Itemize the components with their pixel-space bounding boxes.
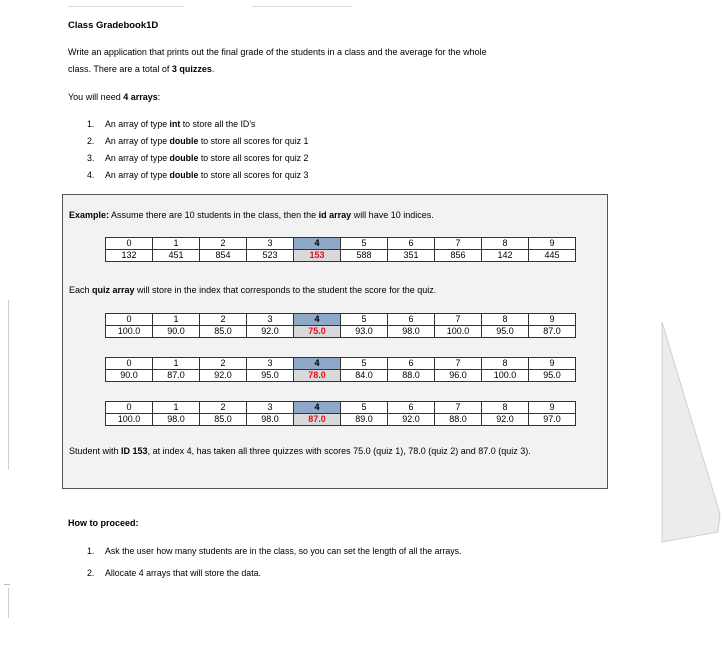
how-to-proceed-heading: How to proceed:	[68, 518, 139, 528]
list-item	[68, 543, 461, 565]
list-type: int	[169, 119, 181, 129]
array-value-cell: 92.0	[200, 370, 247, 382]
step-text: Ask the user how many students are in the class, so you can set the length of all the arrays.	[105, 546, 462, 556]
array-value-cell: 84.0	[341, 370, 388, 382]
note-post: , at index 4, has taken all three quizzes with scores 75.0 (quiz 1), 78.0 (quiz 2) and 87.0 (quiz 3).	[147, 446, 531, 456]
array-index-cell: 8	[482, 358, 529, 370]
array-index-cell: 6	[388, 402, 435, 414]
example-note	[69, 445, 589, 458]
page-curl-shape	[662, 322, 720, 542]
list-type: double	[169, 170, 199, 180]
array-index-cell: 3	[247, 238, 294, 250]
array-value-cell: 95.0	[247, 370, 294, 382]
proceed-steps-list	[68, 543, 461, 582]
array-index-cell: 0	[106, 358, 153, 370]
need-arrays-text	[68, 89, 160, 106]
array-index-cell: 1	[153, 238, 200, 250]
array-value-cell: 78.0	[294, 370, 341, 382]
value-row	[106, 250, 576, 262]
list-number: 1.	[87, 119, 95, 129]
note-bold: ID 153	[121, 446, 148, 456]
id-array-table	[105, 237, 576, 262]
array-value-cell: 856	[435, 250, 482, 262]
quiz1-array-table	[105, 313, 576, 338]
array-index-cell: 5	[341, 238, 388, 250]
array-value-cell: 88.0	[388, 370, 435, 382]
array-value-cell: 87.0	[294, 414, 341, 426]
list-text: An array of type	[105, 119, 170, 129]
list-text: to store all scores for quiz 1	[198, 136, 309, 146]
index-row	[106, 314, 576, 326]
list-item	[68, 167, 308, 184]
array-index-cell: 5	[341, 402, 388, 414]
array-index-cell: 7	[435, 238, 482, 250]
example-text-end: will have 10 indices.	[351, 210, 434, 220]
page-curl-shadow	[660, 318, 722, 544]
need-pre: You will need	[68, 92, 124, 102]
array-index-cell: 7	[435, 358, 482, 370]
index-row	[106, 358, 576, 370]
array-value-cell: 90.0	[106, 370, 153, 382]
array-index-cell: 1	[153, 358, 200, 370]
array-index-cell: 0	[106, 238, 153, 250]
array-value-cell: 95.0	[529, 370, 576, 382]
array-index-cell: 3	[247, 402, 294, 414]
array-index-cell: 8	[482, 314, 529, 326]
array-value-cell: 100.0	[482, 370, 529, 382]
intro-bold: 3 quizzes	[171, 64, 212, 74]
list-number: 2.	[87, 136, 95, 146]
array-value-cell: 100.0	[435, 326, 482, 338]
array-index-cell: 9	[529, 402, 576, 414]
array-index-cell: 2	[200, 238, 247, 250]
array-index-cell: 1	[153, 314, 200, 326]
array-value-cell: 75.0	[294, 326, 341, 338]
array-value-cell: 95.0	[482, 326, 529, 338]
array-index-cell: 9	[529, 238, 576, 250]
left-margin-rule	[8, 300, 9, 470]
intro-text: class. There are a total of	[68, 64, 172, 74]
quiz2-array-table	[105, 357, 576, 382]
array-value-cell: 93.0	[341, 326, 388, 338]
list-text: An array of type	[105, 136, 170, 146]
index-row	[106, 238, 576, 250]
array-index-cell: 6	[388, 238, 435, 250]
array-index-cell: 0	[106, 402, 153, 414]
array-value-cell: 89.0	[341, 414, 388, 426]
need-bold: 4 arrays	[123, 92, 158, 102]
list-item	[68, 133, 308, 150]
quiz-desc-bold: quiz array	[92, 285, 135, 295]
array-value-cell: 85.0	[200, 414, 247, 426]
example-text: Assume there are 10 students in the class, then the	[109, 210, 319, 220]
header-rule-right	[252, 6, 352, 7]
quiz-desc-post: will store in the index that corresponds to the student the score for the quiz.	[134, 285, 437, 295]
array-value-cell: 98.0	[153, 414, 200, 426]
array-value-cell: 98.0	[247, 414, 294, 426]
intro-line-1: Write an application that prints out the final grade of the students in a class and the average for the whole	[68, 47, 487, 57]
array-value-cell: 90.0	[153, 326, 200, 338]
header-rule-left	[68, 6, 184, 7]
array-index-cell: 5	[341, 314, 388, 326]
list-text: An array of type	[105, 153, 170, 163]
array-value-cell: 100.0	[106, 326, 153, 338]
list-item	[68, 150, 308, 167]
value-row	[106, 326, 576, 338]
step-text: Allocate 4 arrays that will store the data.	[105, 568, 261, 578]
list-text: to store all the ID’s	[180, 119, 256, 129]
array-value-cell: 523	[247, 250, 294, 262]
value-row	[106, 370, 576, 382]
list-item	[68, 565, 461, 582]
list-number: 4.	[87, 170, 95, 180]
list-text: An array of type	[105, 170, 170, 180]
quiz-desc-pre: Each	[69, 285, 93, 295]
array-value-cell: 451	[153, 250, 200, 262]
array-value-cell: 88.0	[435, 414, 482, 426]
array-value-cell: 97.0	[529, 414, 576, 426]
list-number: 2.	[87, 568, 95, 578]
array-value-cell: 351	[388, 250, 435, 262]
example-bold: id array	[318, 210, 352, 220]
array-value-cell: 100.0	[106, 414, 153, 426]
array-value-cell: 92.0	[388, 414, 435, 426]
intro-paragraph	[68, 44, 608, 78]
array-index-cell: 4	[294, 402, 341, 414]
quiz-array-description	[69, 284, 436, 297]
left-margin-rule-lower	[8, 588, 9, 618]
intro-line-2	[68, 61, 608, 78]
array-index-cell: 6	[388, 314, 435, 326]
array-index-cell: 3	[247, 358, 294, 370]
array-index-cell: 8	[482, 238, 529, 250]
array-index-cell: 4	[294, 238, 341, 250]
list-number: 1.	[87, 546, 95, 556]
intro-text-end: .	[211, 64, 215, 74]
example-box	[62, 194, 608, 489]
list-text: to store all scores for quiz 3	[198, 170, 309, 180]
array-index-cell: 9	[529, 358, 576, 370]
example-intro	[69, 209, 434, 222]
array-value-cell: 445	[529, 250, 576, 262]
array-index-cell: 1	[153, 402, 200, 414]
note-pre: Student with	[69, 446, 122, 456]
page-title: Class Gradebook1D	[68, 20, 159, 31]
array-value-cell: 87.0	[529, 326, 576, 338]
array-value-cell: 85.0	[200, 326, 247, 338]
array-type-list	[68, 116, 308, 184]
array-value-cell: 98.0	[388, 326, 435, 338]
array-value-cell: 588	[341, 250, 388, 262]
array-value-cell: 142	[482, 250, 529, 262]
array-index-cell: 2	[200, 358, 247, 370]
array-index-cell: 2	[200, 402, 247, 414]
value-row	[106, 414, 576, 426]
list-number: 3.	[87, 153, 95, 163]
list-type: double	[169, 136, 199, 146]
array-value-cell: 96.0	[435, 370, 482, 382]
need-post: :	[157, 92, 161, 102]
array-value-cell: 132	[106, 250, 153, 262]
quiz3-array-table	[105, 401, 576, 426]
array-index-cell: 8	[482, 402, 529, 414]
array-index-cell: 7	[435, 402, 482, 414]
array-value-cell: 87.0	[153, 370, 200, 382]
list-text: to store all scores for quiz 2	[198, 153, 309, 163]
array-index-cell: 2	[200, 314, 247, 326]
array-index-cell: 9	[529, 314, 576, 326]
list-type: double	[169, 153, 199, 163]
left-margin-tick	[4, 584, 10, 585]
array-value-cell: 153	[294, 250, 341, 262]
array-index-cell: 7	[435, 314, 482, 326]
array-index-cell: 4	[294, 314, 341, 326]
array-value-cell: 92.0	[482, 414, 529, 426]
example-label: Example:	[69, 210, 110, 220]
array-index-cell: 6	[388, 358, 435, 370]
array-value-cell: 92.0	[247, 326, 294, 338]
list-item	[68, 116, 308, 133]
array-index-cell: 5	[341, 358, 388, 370]
array-index-cell: 0	[106, 314, 153, 326]
array-value-cell: 854	[200, 250, 247, 262]
array-index-cell: 4	[294, 358, 341, 370]
array-index-cell: 3	[247, 314, 294, 326]
index-row	[106, 402, 576, 414]
